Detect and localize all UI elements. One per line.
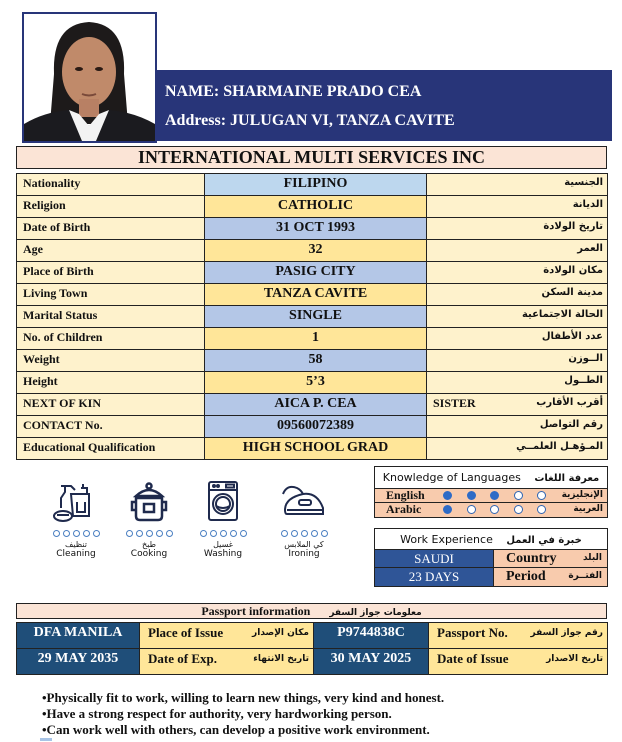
skill-arabic-label: كي الملابس bbox=[284, 540, 324, 549]
row-label: Age bbox=[17, 240, 205, 262]
list-item: •Can work well with others, can develop a positive work environment. bbox=[42, 722, 430, 737]
row-value: HIGH SCHOOL GRAD bbox=[205, 438, 427, 460]
skill-rating-dots bbox=[40, 530, 112, 537]
name-banner bbox=[155, 70, 612, 141]
row-label: Place of Birth bbox=[17, 262, 205, 284]
languages-title: Knowledge of Languages bbox=[382, 471, 521, 484]
label-arabic: الفتــرة bbox=[568, 571, 602, 581]
label-arabic: البلد bbox=[582, 553, 602, 563]
passport-header bbox=[16, 603, 607, 619]
applicant-photo bbox=[22, 12, 157, 143]
label-arabic: رقم جواز السفر bbox=[530, 628, 603, 638]
row-label: Weight bbox=[17, 350, 205, 372]
language-name-arabic: الإنجليزية bbox=[561, 490, 603, 500]
cooking-icon bbox=[124, 480, 174, 524]
skill-rating-dots bbox=[113, 530, 185, 537]
row-value: 31 OCT 1993 bbox=[205, 218, 427, 240]
language-row-english bbox=[375, 489, 607, 503]
row-value: 58 bbox=[205, 350, 427, 372]
row-arabic-label: الجنسية bbox=[427, 174, 608, 196]
personal-info-table bbox=[16, 173, 608, 460]
next-of-kin-relation: SISTER bbox=[433, 396, 476, 410]
text-cursor bbox=[40, 738, 52, 741]
list-item: •Physically fit to work, willing to learn new things, very kind and honest. bbox=[42, 690, 445, 705]
skill-label: Cleaning bbox=[56, 549, 96, 559]
label-arabic: مكان الإصدار bbox=[252, 628, 309, 638]
work-experience-title: Work Experience bbox=[400, 533, 493, 546]
row-arabic-label bbox=[427, 394, 608, 416]
row-arabic-label: الطــول bbox=[427, 372, 608, 394]
row-value: TANZA CAVITE bbox=[205, 284, 427, 306]
qualities-list bbox=[42, 690, 444, 738]
skill-rating-dots bbox=[187, 530, 259, 537]
work-experience-header bbox=[375, 529, 607, 550]
table-row bbox=[17, 218, 608, 240]
row-label: No. of Children bbox=[17, 328, 205, 350]
label-text: Period bbox=[506, 569, 546, 584]
table-row bbox=[17, 240, 608, 262]
languages-title-arabic: معرفة اللغات bbox=[534, 473, 600, 484]
label-text: Date of Issue bbox=[437, 651, 509, 666]
language-row-arabic bbox=[375, 503, 607, 517]
passport-table bbox=[16, 622, 608, 675]
applicant-name: NAME: SHARMAINE PRADO CEA bbox=[165, 83, 422, 100]
work-row-country bbox=[375, 550, 607, 568]
skill-label: Washing bbox=[203, 549, 243, 559]
row-label: Height bbox=[17, 372, 205, 394]
label-text: Date of Exp. bbox=[148, 651, 217, 666]
table-row bbox=[17, 438, 608, 460]
skill-label: Cooking bbox=[130, 549, 168, 559]
table-row bbox=[17, 623, 608, 649]
table-row bbox=[17, 174, 608, 196]
company-title: INTERNATIONAL MULTI SERVICES INC bbox=[16, 146, 607, 169]
row-value: CATHOLIC bbox=[205, 196, 427, 218]
skill-cooking bbox=[113, 480, 185, 559]
row-arabic-label: عدد الأطفال bbox=[427, 328, 608, 350]
date-of-exp-value: 29 MAY 2035 bbox=[17, 649, 140, 675]
skill-label: Ironing bbox=[288, 549, 320, 559]
date-of-issue-label bbox=[429, 649, 608, 675]
label-text: Place of Issue bbox=[148, 625, 224, 640]
language-name: Arabic bbox=[386, 502, 422, 516]
table-row bbox=[17, 328, 608, 350]
washing-icon bbox=[198, 480, 248, 524]
table-row bbox=[17, 394, 608, 416]
skill-arabic-label: طبخ bbox=[142, 540, 156, 549]
work-country-label bbox=[494, 550, 607, 567]
skill-rating-dots bbox=[268, 530, 340, 537]
passport-title-arabic: معلومات جواز السفر bbox=[329, 608, 422, 618]
label-text: Country bbox=[506, 551, 557, 566]
date-of-issue-value: 30 MAY 2025 bbox=[314, 649, 429, 675]
next-of-kin-arabic: أقرب الأقارب bbox=[536, 397, 603, 408]
place-of-issue-value: DFA MANILA bbox=[17, 623, 140, 649]
languages-header bbox=[375, 467, 607, 489]
work-experience-box bbox=[374, 528, 608, 587]
list-item: •Have a strong respect for authority, very hardworking person. bbox=[42, 706, 392, 721]
row-label: Nationality bbox=[17, 174, 205, 196]
table-row bbox=[17, 196, 608, 218]
table-row bbox=[17, 649, 608, 675]
language-name-arabic: العربية bbox=[573, 504, 603, 514]
row-arabic-label: الديانة bbox=[427, 196, 608, 218]
label-arabic: تاريخ الاصدار bbox=[546, 654, 603, 664]
work-period-label bbox=[494, 568, 607, 586]
row-label: Religion bbox=[17, 196, 205, 218]
language-name: English bbox=[386, 488, 425, 502]
skill-ironing bbox=[268, 480, 340, 559]
row-label: Living Town bbox=[17, 284, 205, 306]
row-arabic-label: الــوزن bbox=[427, 350, 608, 372]
label-text: Passport No. bbox=[437, 625, 508, 640]
row-label: NEXT OF KIN bbox=[17, 394, 205, 416]
table-row bbox=[17, 416, 608, 438]
table-row bbox=[17, 306, 608, 328]
row-arabic-label: المـؤهـل العلمــي bbox=[427, 438, 608, 460]
table-row bbox=[17, 372, 608, 394]
languages-box bbox=[374, 466, 608, 518]
row-arabic-label: العمر bbox=[427, 240, 608, 262]
work-experience-title-arabic: خبرة في العمل bbox=[506, 535, 582, 546]
ironing-icon bbox=[279, 480, 329, 524]
row-label: Date of Birth bbox=[17, 218, 205, 240]
table-row bbox=[17, 284, 608, 306]
row-value: 32 bbox=[205, 240, 427, 262]
skill-arabic-label: غسيل bbox=[213, 540, 233, 549]
row-value: 1 bbox=[205, 328, 427, 350]
applicant-address: Address: JULUGAN VI, TANZA CAVITE bbox=[165, 112, 455, 129]
row-arabic-label: رقم التواصل bbox=[427, 416, 608, 438]
work-row-period bbox=[375, 568, 607, 586]
row-arabic-label: تاريخ الولادة bbox=[427, 218, 608, 240]
row-value: FILIPINO bbox=[205, 174, 427, 196]
passport-title: Passport information bbox=[201, 604, 311, 618]
passport-no-value: P9744838C bbox=[314, 623, 429, 649]
label-arabic: تاريخ الانتهاء bbox=[253, 654, 309, 664]
row-label: Marital Status bbox=[17, 306, 205, 328]
row-arabic-label: الحالة الاجتماعية bbox=[427, 306, 608, 328]
skill-washing bbox=[187, 480, 259, 559]
row-arabic-label: مدينة السكن bbox=[427, 284, 608, 306]
date-of-exp-label bbox=[140, 649, 314, 675]
place-of-issue-label bbox=[140, 623, 314, 649]
passport-no-label bbox=[429, 623, 608, 649]
cleaning-icon bbox=[51, 480, 101, 524]
row-value: 09560072389 bbox=[205, 416, 427, 438]
language-level-dots bbox=[443, 505, 561, 521]
work-period-value: 23 DAYS bbox=[375, 568, 494, 586]
row-label: CONTACT No. bbox=[17, 416, 205, 438]
skill-arabic-label: تنظيف bbox=[65, 540, 87, 549]
table-row bbox=[17, 350, 608, 372]
table-row bbox=[17, 262, 608, 284]
skill-cleaning bbox=[40, 480, 112, 559]
row-value: 5’3 bbox=[205, 372, 427, 394]
row-arabic-label: مكان الولادة bbox=[427, 262, 608, 284]
row-value: AICA P. CEA bbox=[205, 394, 427, 416]
row-value: PASIG CITY bbox=[205, 262, 427, 284]
row-label: Educational Qualification bbox=[17, 438, 205, 460]
row-value: SINGLE bbox=[205, 306, 427, 328]
work-country-value: SAUDI bbox=[375, 550, 494, 567]
